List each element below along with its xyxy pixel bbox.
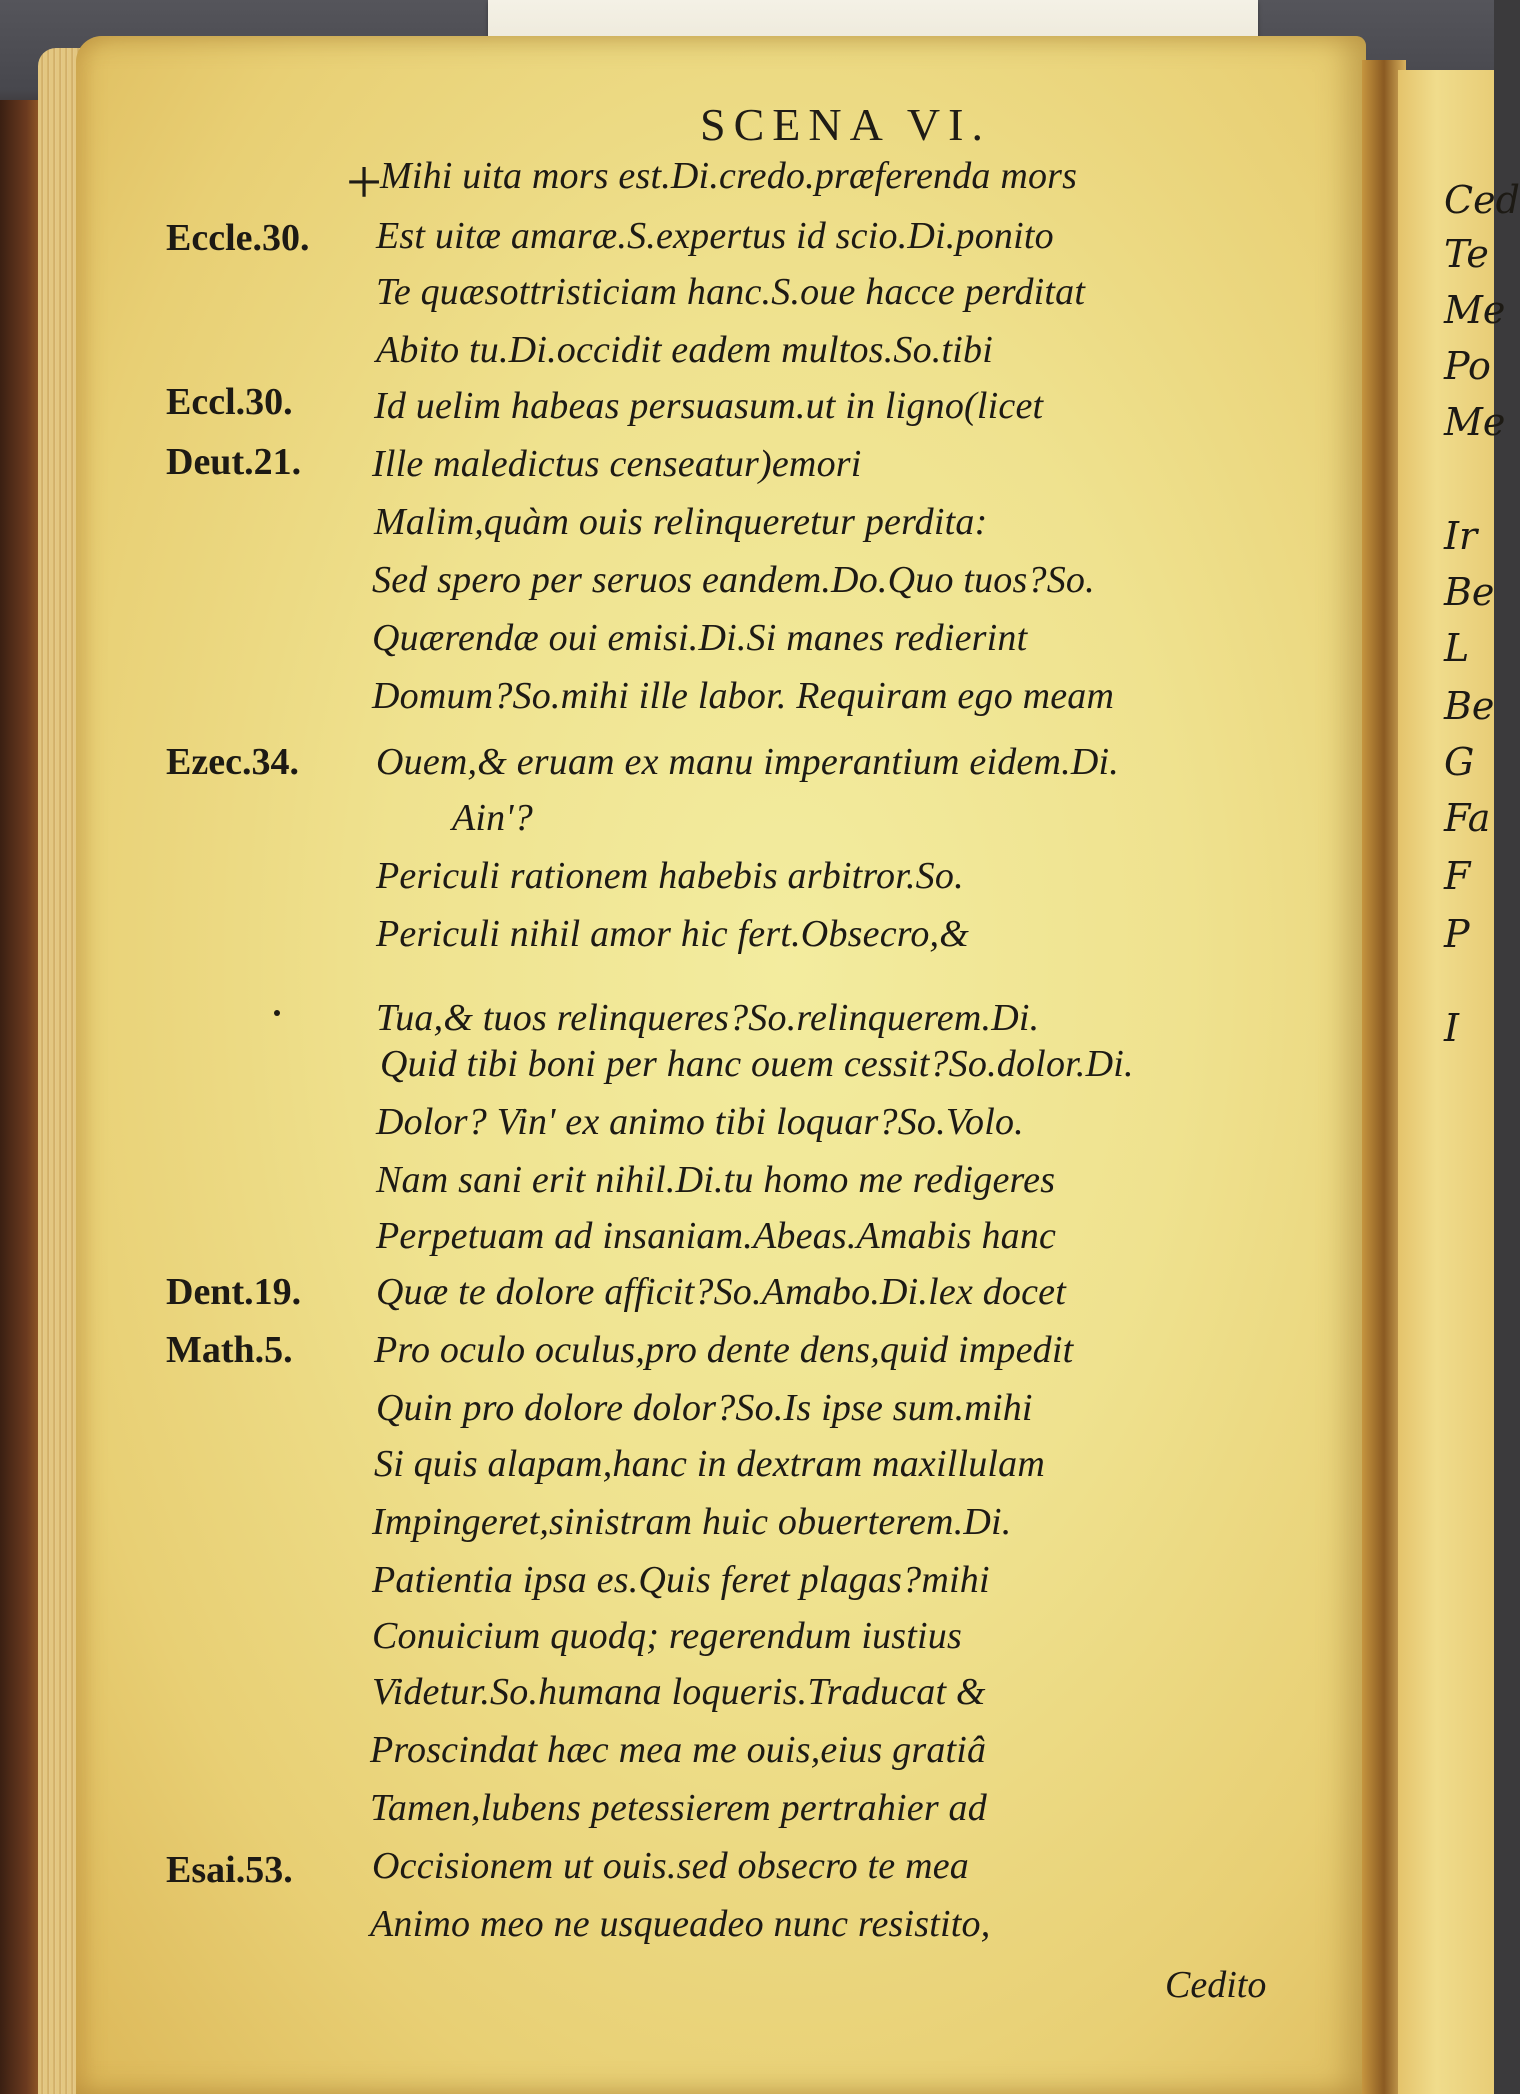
margin-reference: Dent.19. [166, 1271, 302, 1313]
text-line: Si quis alapam,hanc in dextram maxillulam [374, 1443, 1046, 1485]
text-line: Ain'? [452, 797, 533, 839]
text-line: Domum?So.mihi ille labor. Requiram ego meam [372, 675, 1115, 717]
text-line: Malim,quàm ouis relinqueretur perdita: [374, 501, 988, 543]
margin-reference: Math.5. [166, 1329, 293, 1371]
text-line: Periculi rationem habebis arbitror.So. [376, 855, 964, 897]
text-line: Mihi uita mors est.Di.credo.præferenda mors [380, 155, 1078, 197]
catchword: Cedito [1165, 1964, 1267, 2006]
text-line: Periculi nihil amor hic fert.Obsecro,& [376, 913, 970, 955]
facing-page-fragment: Te [1444, 232, 1489, 276]
text-line: Tua,& tuos relinqueres?So.relinquerem.Di. [376, 997, 1040, 1039]
text-line: Est uitæ amaræ.S.expertus id scio.Di.ponito [376, 215, 1054, 257]
margin-reference: Ezec.34. [166, 741, 299, 783]
text-line: Impingeret,sinistram huic obuerterem.Di. [372, 1501, 1012, 1543]
text-line: Perpetuam ad insaniam.Abeas.Amabis hanc [376, 1215, 1057, 1257]
text-line: Quin pro dolore dolor?So.Is ipse sum.mihi [376, 1387, 1033, 1429]
text-line: Te quæsottristiciam hanc.S.oue hacce perditat [376, 271, 1086, 313]
text-line: Abito tu.Di.occidit eadem multos.So.tibi [376, 329, 993, 371]
facing-page-fragment: Po [1444, 344, 1491, 388]
margin-reference: Esai.53. [166, 1849, 293, 1891]
facing-page-fragment: Me [1444, 288, 1506, 332]
text-line: Occisionem ut ouis.sed obsecro te mea [372, 1845, 969, 1887]
text-line: Sed spero per seruos eandem.Do.Quo tuos?So. [372, 559, 1095, 601]
text-line: Nam sani erit nihil.Di.tu homo me redigeres [376, 1159, 1056, 1201]
facing-page-fragment: L [1444, 626, 1470, 670]
text-line: Quæ te dolore afficit?So.Amabo.Di.lex docet [376, 1271, 1067, 1313]
margin-reference: Eccle.30. [166, 217, 310, 259]
text-line: Videtur.So.humana loqueris.Traducat & [372, 1671, 986, 1713]
facing-page-fragment: Me [1444, 400, 1506, 444]
text-line: Ouem,& eruam ex manu imperantium eidem.Di. [376, 741, 1119, 783]
text-line: Tamen,lubens petessierem pertrahier ad [370, 1787, 987, 1829]
margin-dot [274, 1010, 280, 1016]
margin-reference: Deut.21. [166, 441, 302, 483]
facing-page-fragment: Ced [1444, 178, 1520, 222]
facing-page-fragment: I [1444, 1006, 1460, 1050]
facing-page-fragment: P [1444, 912, 1470, 956]
text-line: Conuicium quodq; regerendum iustius [372, 1615, 962, 1657]
text-line: Id uelim habeas persuasum.ut in ligno(licet [374, 385, 1044, 427]
text-line: Animo meo ne usqueadeo nunc resistito, [370, 1903, 991, 1945]
facing-page-fragment: F [1444, 854, 1471, 898]
text-line: Quærendæ oui emisi.Di.Si manes redierint [372, 617, 1028, 659]
page-header: SCENA VI. [700, 99, 991, 150]
margin-reference: Eccl.30. [166, 381, 293, 423]
text-line: Dolor? Vin' ex animo tibi loquar?So.Volo. [376, 1101, 1024, 1143]
text-line: Pro oculo oculus,pro dente dens,quid impedit [374, 1329, 1074, 1371]
facing-page-fragment: Fa [1444, 796, 1491, 840]
facing-page-fragment: Ir [1444, 514, 1478, 558]
text-line: Patientia ipsa es.Quis feret plagas?mihi [372, 1559, 990, 1601]
handwritten-cross-mark: + [346, 146, 383, 217]
facing-page-fragment: Be [1444, 684, 1495, 728]
text-line: Proscindat hæc mea me ouis,eius gratiâ [370, 1729, 987, 1771]
facing-page-fragment: G [1444, 740, 1475, 784]
text-line: Quid tibi boni per hanc ouem cessit?So.dolor.Di. [380, 1043, 1134, 1085]
facing-page-fragment: Be [1444, 570, 1495, 614]
text-line: Ille maledictus censeatur)emori [372, 443, 862, 485]
